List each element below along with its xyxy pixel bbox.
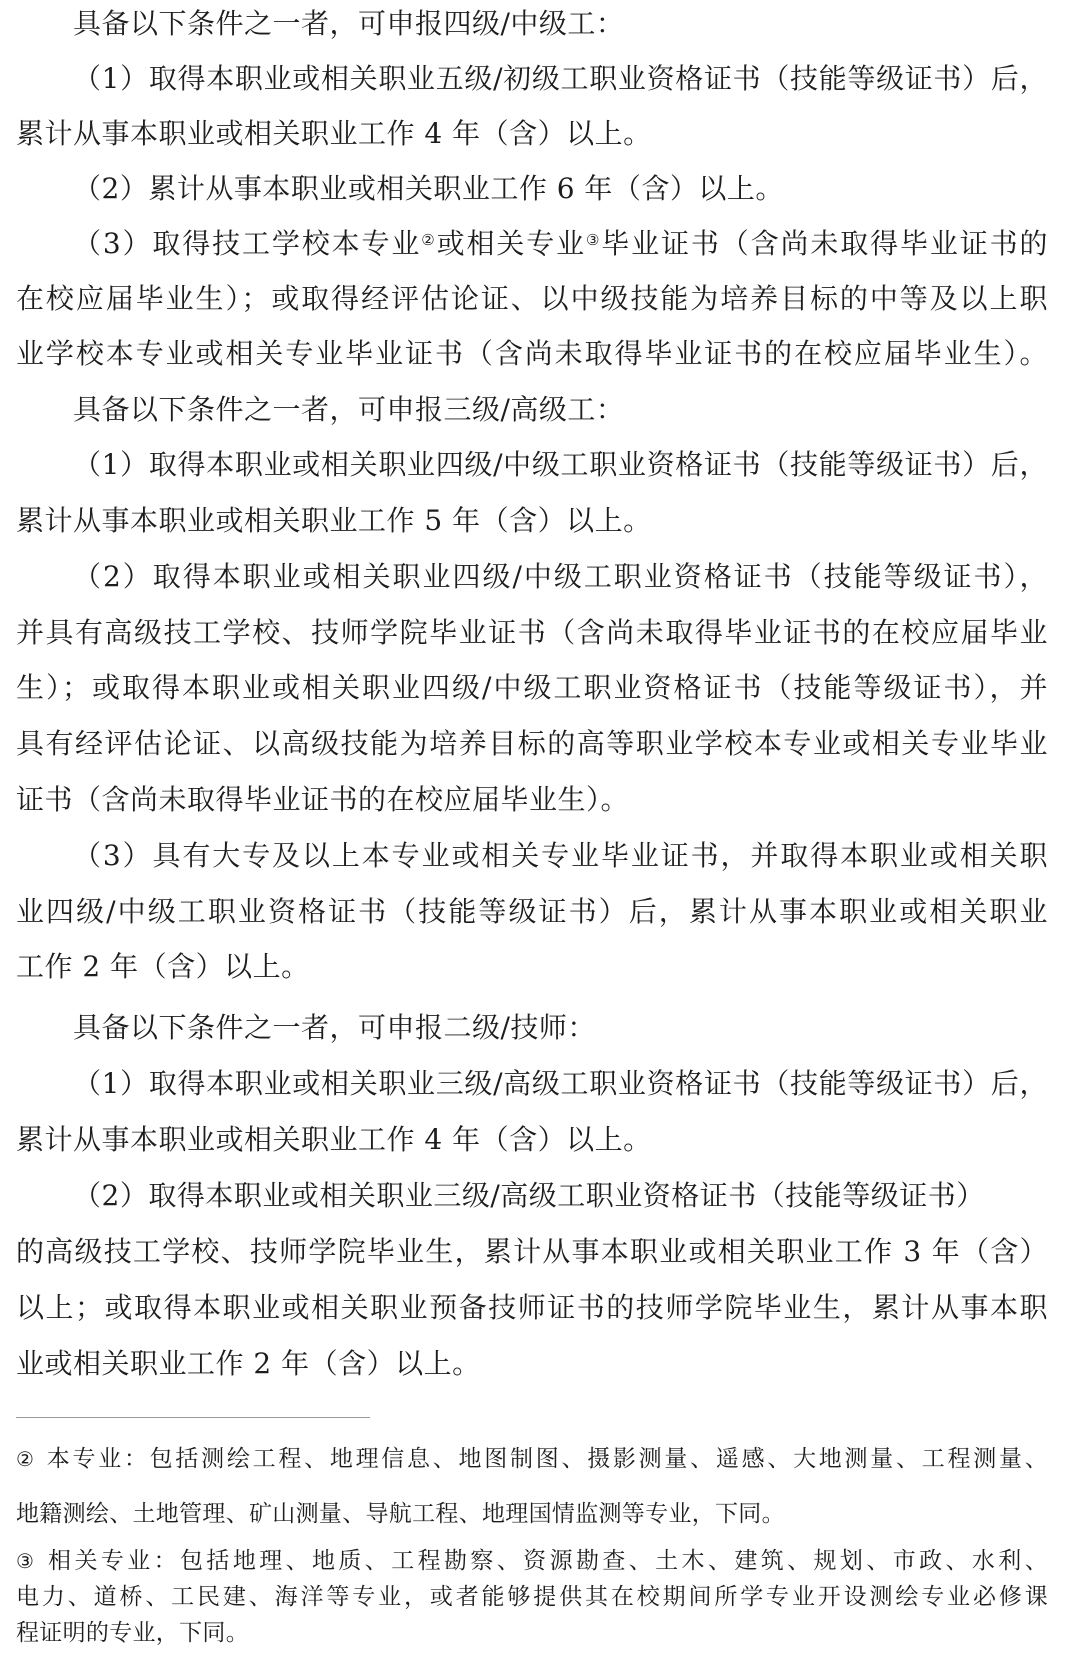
section-heading-level2: 具备以下条件之一者，可申报二级/技师： xyxy=(73,1011,596,1044)
paragraph-line: （2）累计从事本职业或相关职业工作 6 年（含）以上。 xyxy=(73,172,784,205)
paragraph-line: 累计从事本职业或相关职业工作 4 年（含）以上。 xyxy=(16,1123,652,1156)
section-heading-level4: 具备以下条件之一者，可申报四级/中级工： xyxy=(73,7,625,40)
footnote-divider xyxy=(16,1417,370,1418)
paragraph-line: （1）取得本职业或相关职业五级/初级工职业资格证书（技能等级证书）后， xyxy=(73,62,1048,95)
footnote-marker: ③ xyxy=(16,1549,38,1573)
paragraph-line: （1）取得本职业或相关职业三级/高级工职业资格证书（技能等级证书）后， xyxy=(73,1067,1048,1100)
paragraph-line: 累计从事本职业或相关职业工作 5 年（含）以上。 xyxy=(16,504,652,537)
paragraph-line: 工作 2 年（含）以上。 xyxy=(16,950,310,983)
paragraph-line: 具有经评估论证、以高级技能为培养目标的高等职业学校本专业或相关专业毕业 xyxy=(16,727,1048,760)
text-span: 或相关专业 xyxy=(436,227,586,260)
text-span: （3）取得技工学校本专业 xyxy=(73,227,422,260)
paragraph-line: （3）具有大专及以上本专业或相关专业毕业证书，并取得本职业或相关职 xyxy=(73,839,1048,872)
footnote-2-line: 地籍测绘、土地管理、矿山测量、导航工程、地理国情监测等专业，下同。 xyxy=(16,1501,785,1527)
paragraph-line: 以上；或取得本职业或相关职业预备技师证书的技师学院毕业生，累计从事本职 xyxy=(16,1291,1048,1324)
paragraph-line: 业学校本专业或相关专业毕业证书（含尚未取得毕业证书的在校应届毕业生）。 xyxy=(16,337,1048,370)
paragraph-line: 业或相关职业工作 2 年（含）以上。 xyxy=(16,1347,481,1380)
paragraph-line: 在校应届毕业生）；或取得经评估论证、以中级技能为培养目标的中等及以上职 xyxy=(16,282,1048,315)
footnote-3-line: 程证明的专业，下同。 xyxy=(16,1620,249,1646)
footnote-text: 本专业：包括测绘工程、地理信息、地图制图、摄影测量、遥感、大地测量、工程测量、 xyxy=(46,1446,1048,1472)
footnote-text: 相关专业：包括地理、地质、工程勘察、资源勘查、土木、建筑、规划、市政、水利、 xyxy=(48,1548,1048,1574)
paragraph-line: 累计从事本职业或相关职业工作 4 年（含）以上。 xyxy=(16,117,652,150)
footnote-ref: ② xyxy=(421,231,437,249)
paragraph-line: 生）；或取得本职业或相关职业四级/中级工职业资格证书（技能等级证书），并 xyxy=(16,671,1048,704)
paragraph-line: 业四级/中级工职业资格证书（技能等级证书）后，累计从事本职业或相关职业 xyxy=(16,895,1048,928)
footnote-2-line xyxy=(16,1445,1048,1473)
footnote-ref: ③ xyxy=(585,231,602,249)
paragraph-line: 证书（含尚未取得毕业证书的在校应届毕业生）。 xyxy=(16,783,630,816)
paragraph-line: 并具有高级技工学校、技师学院毕业证书（含尚未取得毕业证书的在校应届毕业 xyxy=(16,616,1048,649)
paragraph-line xyxy=(73,228,1048,260)
footnote-3-line: 电力、道桥、工民建、海洋等专业，或者能够提供其在校期间所学专业开设测绘专业必修课 xyxy=(16,1584,1048,1610)
paragraph-line: （2）取得本职业或相关职业三级/高级工职业资格证书（技能等级证书） xyxy=(73,1179,985,1212)
paragraph-line: 的高级技工学校、技师学院毕业生，累计从事本职业或相关职业工作 3 年（含） xyxy=(16,1235,1048,1268)
text-span: 毕业证书（含尚未取得毕业证书的 xyxy=(601,227,1048,260)
footnote-3-line xyxy=(16,1547,1048,1575)
section-heading-level3: 具备以下条件之一者，可申报三级/高级工： xyxy=(73,393,625,426)
paragraph-line: （1）取得本职业或相关职业四级/中级工职业资格证书（技能等级证书）后， xyxy=(73,448,1048,481)
footnote-marker: ② xyxy=(16,1447,37,1471)
paragraph-line: （2）取得本职业或相关职业四级/中级工职业资格证书（技能等级证书）， xyxy=(73,560,1048,593)
